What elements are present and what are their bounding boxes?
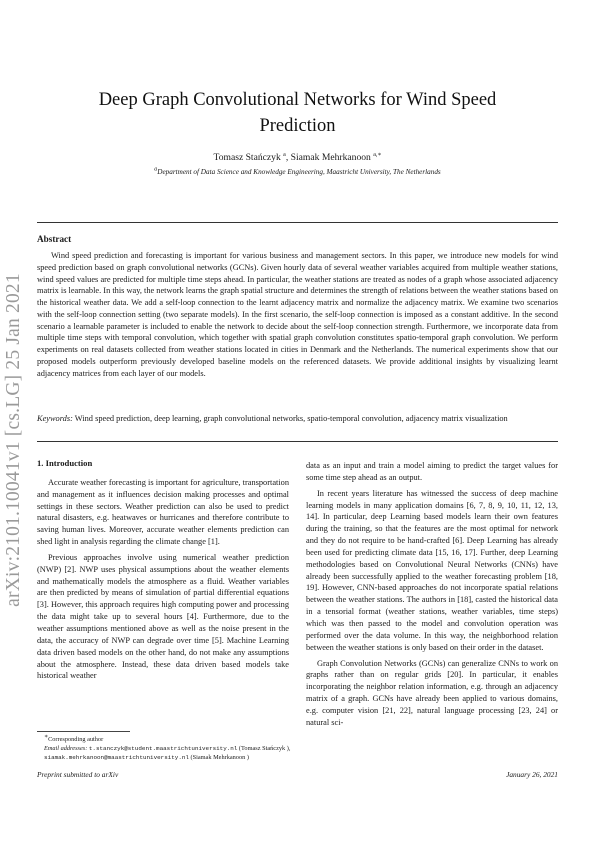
footnote-emails — [37, 744, 297, 762]
right-column — [306, 460, 558, 733]
body-paragraph: data as an input and train a model aiming to predict the target values for some time step ahead as an output. — [306, 461, 558, 482]
footnote-rule — [37, 731, 130, 732]
author-affil-mark: a — [283, 151, 286, 158]
affiliation-text: Department of Data Science and Knowledge Engineering, Maastricht University, The Netherlands — [157, 168, 441, 176]
body-paragraph: In recent years literature has witnessed the success of deep machine learning models in many application domains [6, 7, 8, 9, 10, 11, 12, 13, 14]. In particular, deep Learning based models learn their own features during the training, so that the features are the most optimal for network and they do not require to be hand-crafted [6]. Deep Learning has already been used for predicting climate data [15, 16, 17]. Further, deep Learning methodologies based on Convolutional Neural Networks (CNNs) have already been successfully applied to the weather forecasting problem [18, 19]. However, CNN-based approaches do not incorporate spatial relations between the weather stations. The authors in [18], casted the historical data in a tensorial format (weather stations, weather variables, time steps) which was then passed to the model and convolution operation was performed over the data volume. In this way, the neighborhood relation between the weather stations is only based on their order in the dataset. — [306, 488, 558, 652]
abstract-top-rule — [37, 222, 558, 223]
footnote-corresponding — [37, 735, 297, 744]
footnote-corresponding-text: Corresponding author — [48, 736, 104, 743]
abstract-text: Wind speed prediction and forecasting is important for various business and management sectors. In this paper, we introduce new models for wind speed prediction based on graph convolutional networks (GCNs). Given hourly data of several weather variables acquired from multiple weather stations, wind speed values are predicted for multiple time steps ahead. In particular, the weather stations are treated as nodes of a graph whose associated adjacency matrix is learnable. In this way, the network learns the graph spatial structure and determines the strength of relations between the weather stations based on the historical weather data. We add a self-loop connection to the learnt adjacency matrix and normalize the adjacency matrix. We examine two scenarios with the self-loop connection setting (two separate models). In the first scenario, the self-loop connection is imposed as a constant additive. In the second scenario a learnable parameter is included to enable the network to decide about the self-loop connection strength. Furthermore, we incorporate data from multiple time steps with temporal convolution, which together with spatial graph convolution constitutes spatio-temporal graph convolution. We perform experiments on real datasets collected from weather stations located in cities in Denmark and the Netherlands. The numerical experiments show that our proposed models outperform previously developed baseline models on the referenced datasets. We provide additional insights by visualizing learnt adjacency matrices from each layer of our models. — [37, 251, 558, 378]
author-separator: , — [285, 152, 291, 163]
author-list — [60, 152, 535, 163]
paper-title: Deep Graph Convolutional Networks for Wind Speed Prediction — [98, 90, 497, 136]
preprint-note: Preprint submitted to arXiv — [37, 770, 119, 779]
footnote — [37, 735, 297, 763]
abstract-bottom-rule — [37, 441, 558, 442]
body-paragraph: Previous approaches involve using numerical weather prediction (NWP) [2]. NWP uses physical assumptions about the weather elements and mathematically models the atmosphere as a fluid. Weather variables are then predicted by means of simulation of partial differential equations [3]. However, this approach requires high computing power and processing the data might take up to several hours [4]. Furthermore, due to the weather assumptions mentioned above as well as the noise present in the data, the accuracy of NWP can degrade over time [5]. Machine Learning data driven based models on the other hand, do not make any assumptions about the atmosphere. Instead, these data driven based models take historical weather — [37, 552, 289, 681]
section-heading: 1. Introduction — [37, 458, 93, 468]
author-name: Siamak Mehrkanoon — [290, 152, 374, 163]
left-column — [37, 458, 289, 686]
email-link[interactable]: t.stanczyk@student.maastrichtuniversity.nl — [88, 745, 238, 753]
affiliation-mark: a — [154, 166, 158, 173]
preprint-date: January 26, 2021 — [506, 770, 558, 779]
email-owner: (Siamak Mehrkanoon ) — [188, 754, 249, 762]
body-paragraph: Graph Convolution Networks (GCNs) can generalize CNNs to work on graphs rather than on regular grids [20]. In particular, it enables incorporating the neighbor relation information, e.g. through an adjacency matrix of a graph. GCNs have already been applied to various domains, e.g. computer vision [21, 22], natural language processing [23, 24] or natural sci- — [306, 658, 558, 727]
author-name: Tomasz Stańczyk — [213, 152, 284, 163]
email-owner: (Tomasz Stańczyk ), — [237, 745, 291, 753]
author-affil-mark: a,∗ — [373, 151, 382, 158]
email-link[interactable]: siamak.mehrkanoon@maastrichtuniversity.nl — [44, 754, 189, 762]
keywords — [37, 413, 558, 425]
email-label: Email addresses: — [44, 745, 89, 753]
keywords-label: Keywords: — [37, 414, 73, 423]
arxiv-identifier[interactable]: arXiv:2101.10041v1 [cs.LG] 25 Jan 2021 — [3, 273, 25, 607]
keywords-text: Wind speed prediction, deep learning, graph convolutional networks, spatio-temporal convolution, adjacency matrix visualization — [72, 414, 508, 423]
body-paragraph: Accurate weather forecasting is important for agriculture, transportation and management as it influences decision making processes and optimal settings in these sectors. Weather prediction can also be used to predict natural disasters, e.g. heatwaves or hurricanes and therefore contribute to saving human lives. Moreover, accurate weather elements prediction can shed light in analysis regarding the climate change [1]. — [37, 477, 289, 547]
affiliation — [60, 168, 535, 176]
arxiv-side-stamp — [0, 270, 28, 610]
footnote-mark: ∗ — [44, 733, 49, 740]
abstract-heading: Abstract — [37, 234, 72, 244]
